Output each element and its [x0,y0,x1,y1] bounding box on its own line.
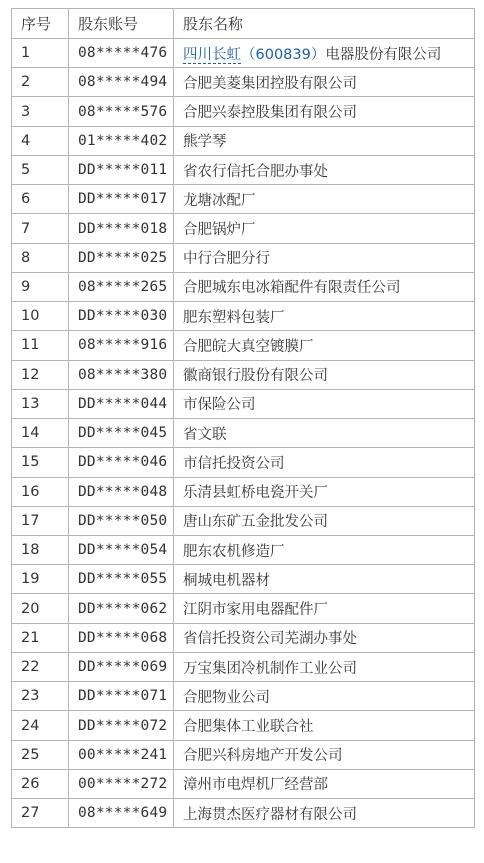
table-row [12,97,475,126]
table-row [12,477,475,506]
row-name: 省信托投资公司芜湖办事处 [174,623,475,652]
row-account: 00*****272 [69,769,174,798]
row-name: 合肥兴泰控股集团有限公司 [174,97,475,126]
row-index: 6 [12,185,69,214]
row-account: DD*****071 [69,682,174,711]
stock-code: （600839） [241,46,326,63]
table-row [12,214,475,243]
row-account: DD*****011 [69,155,174,184]
table-row [12,682,475,711]
row-name: 市保险公司 [174,389,475,418]
row-name: 中行合肥分行 [174,243,475,272]
row-account: 08*****476 [69,39,174,68]
row-account: DD*****050 [69,506,174,535]
table-row [12,565,475,594]
row-name: 合肥集体工业联合社 [174,711,475,740]
row-account: DD*****069 [69,652,174,681]
stock-name-link[interactable]: 四川长虹 [183,46,241,63]
row-account: 08*****916 [69,331,174,360]
row-index: 21 [12,623,69,652]
row-index: 24 [12,711,69,740]
row-index: 10 [12,302,69,331]
row-index: 27 [12,799,69,828]
table-row [12,68,475,97]
row-index: 8 [12,243,69,272]
row-index: 9 [12,272,69,301]
row-account: 08*****265 [69,272,174,301]
row-name: 肥东塑料包装厂 [174,302,475,331]
table-row [12,535,475,564]
row-account: 08*****380 [69,360,174,389]
row-name: 江阴市家用电器配件厂 [174,594,475,623]
row-name: 合肥兴科房地产开发公司 [174,740,475,769]
row-index: 1 [12,39,69,68]
row-account: DD*****048 [69,477,174,506]
table-row [12,185,475,214]
header-row [12,9,475,39]
table-row [12,39,475,68]
row-index: 5 [12,155,69,184]
table-row [12,769,475,798]
row-account: 01*****402 [69,126,174,155]
table-body [12,39,475,828]
shareholder-table [11,8,475,828]
row-account: DD*****030 [69,302,174,331]
row-name: 桐城电机器材 [174,565,475,594]
table-row [12,448,475,477]
row-name: 徽商银行股份有限公司 [174,360,475,389]
header-index: 序号 [12,9,69,39]
row-name: 合肥城东电冰箱配件有限责任公司 [174,272,475,301]
table-row [12,243,475,272]
row-index: 18 [12,535,69,564]
row-name: 肥东农机修造厂 [174,535,475,564]
row-index: 13 [12,389,69,418]
row-name: 省文联 [174,419,475,448]
row-account: 08*****649 [69,799,174,828]
table-row [12,272,475,301]
row-index: 12 [12,360,69,389]
row-name: 合肥锅炉厂 [174,214,475,243]
row-index: 15 [12,448,69,477]
row-account: 00*****241 [69,740,174,769]
stock-name-rest: 电器股份有限公司 [325,46,442,63]
row-name: 万宝集团冷机制作工业公司 [174,652,475,681]
row-index: 26 [12,769,69,798]
row-name: 市信托投资公司 [174,448,475,477]
row-account: 08*****576 [69,97,174,126]
row-index: 17 [12,506,69,535]
table-row [12,594,475,623]
table-row [12,389,475,418]
row-index: 3 [12,97,69,126]
table-row [12,652,475,681]
row-account: DD*****054 [69,535,174,564]
row-account: DD*****072 [69,711,174,740]
table-row [12,740,475,769]
row-name: 熊学琴 [174,126,475,155]
row-account: DD*****017 [69,185,174,214]
row-account: DD*****062 [69,594,174,623]
row-account: DD*****025 [69,243,174,272]
table-row [12,506,475,535]
row-name: 省农行信托合肥办事处 [174,155,475,184]
table-row [12,711,475,740]
table-row [12,360,475,389]
row-account: DD*****068 [69,623,174,652]
row-index: 22 [12,652,69,681]
row-name: 合肥美菱集团控股有限公司 [174,68,475,97]
table-row [12,419,475,448]
table-row [12,331,475,360]
row-account: DD*****046 [69,448,174,477]
row-account: DD*****055 [69,565,174,594]
header-account: 股东账号 [69,9,174,39]
row-index: 23 [12,682,69,711]
row-name: 上海贯杰医疗器材有限公司 [174,799,475,828]
table-row [12,799,475,828]
table-row [12,302,475,331]
row-index: 19 [12,565,69,594]
row-name: 合肥皖大真空镀膜厂 [174,331,475,360]
table-row [12,155,475,184]
row-index: 14 [12,419,69,448]
row-name: 漳州市电焊机厂经营部 [174,769,475,798]
row-name [174,39,475,68]
row-index: 11 [12,331,69,360]
row-index: 25 [12,740,69,769]
row-name: 唐山东矿五金批发公司 [174,506,475,535]
row-index: 16 [12,477,69,506]
row-index: 4 [12,126,69,155]
table-row [12,126,475,155]
row-index: 7 [12,214,69,243]
row-account: DD*****044 [69,389,174,418]
row-index: 2 [12,68,69,97]
table-header [12,9,475,39]
table-row [12,623,475,652]
row-index: 20 [12,594,69,623]
row-name: 龙塘冰配厂 [174,185,475,214]
row-account: DD*****018 [69,214,174,243]
row-account: DD*****045 [69,419,174,448]
row-name: 合肥物业公司 [174,682,475,711]
row-name: 乐清县虹桥电瓷开关厂 [174,477,475,506]
row-account: 08*****494 [69,68,174,97]
header-name: 股东名称 [174,9,475,39]
